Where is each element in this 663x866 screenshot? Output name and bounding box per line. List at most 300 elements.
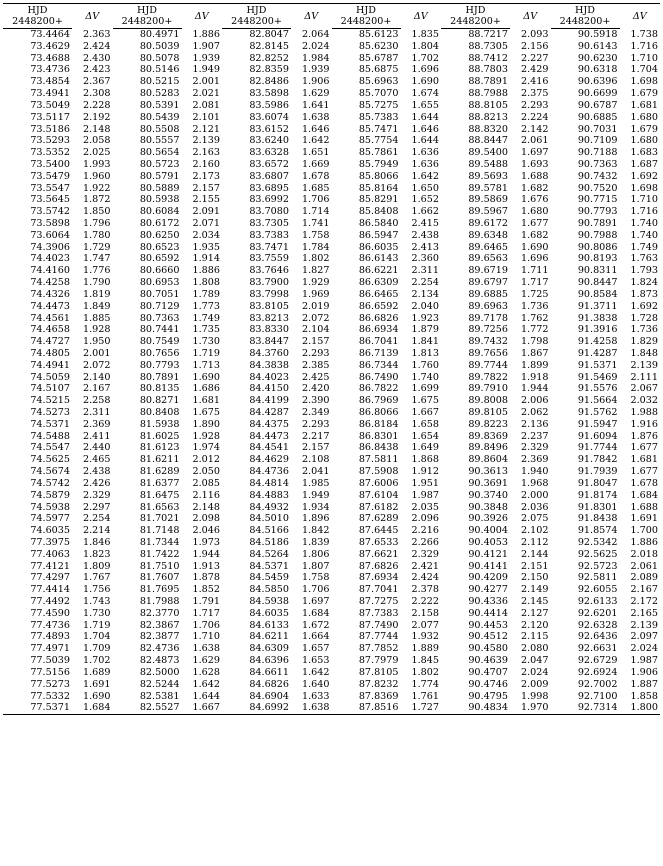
- delta-v-cell: 1.846: [83, 536, 111, 548]
- delta-v-cell: 1.998: [521, 690, 549, 702]
- hjd-cell: 91.5371: [577, 359, 618, 371]
- table-row: [3, 513, 660, 525]
- hjd-cell: 89.5781: [468, 182, 508, 194]
- delta-v-cell: 1.711: [521, 265, 549, 277]
- table-row: [3, 124, 660, 136]
- hjd-cell: 85.6787: [358, 52, 399, 64]
- hjd-cell: 92.6729: [577, 655, 618, 667]
- hjd-offset-header: 2448200+: [3, 16, 72, 29]
- table-row: [3, 265, 660, 277]
- delta-v-cell: 1.680: [521, 206, 549, 218]
- hjd-cell: 74.5547: [30, 442, 70, 454]
- table-row: [3, 502, 660, 514]
- delta-v-cell: 2.081: [192, 99, 220, 111]
- hjd-cell: 80.6172: [139, 218, 180, 229]
- delta-v-header: ΔV: [401, 4, 442, 29]
- hjd-cell: 92.5811: [577, 572, 618, 584]
- delta-v-cell: 1.756: [83, 584, 111, 596]
- delta-v-cell: 1.907: [192, 40, 220, 52]
- table-row: [3, 407, 660, 419]
- hjd-cell: 84.5850: [249, 584, 289, 596]
- hjd-cell: 90.4453: [468, 619, 508, 631]
- hjd-cell: 90.8193: [577, 253, 618, 265]
- hjd-cell: 83.6328: [249, 147, 289, 159]
- hjd-cell: 85.7383: [358, 111, 399, 123]
- delta-v-cell: 1.842: [302, 525, 330, 537]
- hjd-cell: 90.3691: [468, 477, 508, 489]
- delta-v-cell: 2.102: [521, 525, 549, 537]
- delta-v-cell: 1.685: [302, 182, 330, 194]
- delta-v-cell: 1.973: [192, 536, 220, 548]
- delta-v-cell: 2.217: [302, 430, 330, 442]
- delta-v-cell: 2.021: [192, 88, 220, 100]
- hjd-cell: 89.8105: [468, 407, 508, 418]
- hjd-cell: 81.5938: [139, 418, 180, 430]
- delta-v-cell: 1.677: [630, 442, 658, 454]
- delta-v-cell: 1.717: [192, 607, 220, 619]
- hjd-cell: 84.4199: [249, 395, 289, 407]
- delta-v-cell: 2.096: [411, 513, 439, 525]
- delta-v-cell: 2.413: [411, 241, 439, 253]
- delta-v-cell: 1.796: [83, 218, 111, 229]
- hjd-cell: 87.6445: [358, 525, 399, 537]
- delta-v-cell: 2.367: [83, 76, 111, 88]
- hjd-cell: 73.5400: [30, 158, 70, 170]
- hjd-cell: 90.7520: [577, 182, 618, 194]
- hjd-cell: 83.8105: [249, 300, 289, 312]
- delta-v-cell: 2.228: [83, 99, 111, 111]
- delta-v-cell: 1.743: [83, 596, 111, 607]
- delta-v-cell: 1.845: [411, 655, 439, 667]
- delta-v-cell: 1.918: [521, 371, 549, 383]
- table-row: [3, 194, 660, 206]
- hjd-cell: 81.7344: [139, 536, 180, 548]
- hjd-cell: 91.5664: [577, 395, 618, 407]
- hjd-cell: 91.3711: [577, 300, 618, 312]
- hjd-cell: 83.7646: [249, 265, 289, 277]
- hjd-cell: 83.7471: [249, 241, 289, 253]
- table-row: [3, 218, 660, 230]
- hjd-cell: 90.6885: [577, 111, 618, 123]
- hjd-cell: 89.7256: [468, 324, 508, 336]
- hjd-cell: 80.7363: [139, 312, 180, 324]
- delta-v-cell: 1.649: [411, 442, 439, 454]
- delta-v-cell: 1.686: [192, 383, 220, 395]
- table-row: [3, 242, 660, 254]
- delta-v-cell: 2.440: [83, 442, 111, 454]
- delta-v-cell: 1.886: [192, 265, 220, 277]
- delta-v-cell: 2.000: [521, 489, 549, 501]
- hjd-cell: 90.3740: [468, 489, 508, 501]
- delta-v-cell: 2.058: [83, 135, 111, 147]
- delta-v-cell: 2.148: [83, 123, 111, 135]
- hjd-cell: 88.8447: [468, 135, 508, 147]
- delta-v-cell: 1.651: [302, 147, 330, 159]
- table-row: [3, 88, 660, 100]
- delta-v-cell: 1.867: [521, 347, 549, 359]
- delta-v-cell: 1.696: [411, 64, 439, 76]
- delta-v-cell: 1.682: [521, 182, 549, 194]
- delta-v-cell: 1.950: [83, 336, 111, 348]
- table-row: [3, 442, 660, 454]
- table-row: [3, 64, 660, 76]
- table-row: [3, 691, 660, 703]
- delta-v-cell: 2.012: [192, 454, 220, 466]
- hjd-cell: 90.7188: [577, 147, 618, 159]
- delta-v-cell: 1.638: [192, 643, 220, 655]
- hjd-cell: 80.6523: [139, 241, 180, 253]
- delta-v-cell: 1.691: [630, 513, 658, 525]
- hjd-cell: 83.6074: [249, 111, 289, 123]
- hjd-cell: 90.4512: [468, 631, 508, 643]
- hjd-cell: 81.6211: [139, 454, 180, 466]
- table-header: [3, 4, 660, 29]
- hjd-cell: 85.6123: [358, 29, 399, 40]
- hjd-cell: 84.4814: [249, 477, 289, 489]
- hjd-cell: 89.6963: [468, 300, 508, 312]
- delta-v-cell: 2.121: [192, 123, 220, 135]
- delta-v-cell: 2.112: [521, 536, 549, 548]
- table-row: [3, 183, 660, 195]
- delta-v-cell: 2.071: [192, 218, 220, 229]
- delta-v-cell: 2.224: [521, 111, 549, 123]
- hjd-cell: 82.5000: [139, 666, 180, 678]
- hjd-cell: 81.6475: [139, 489, 180, 501]
- delta-v-cell: 1.939: [192, 52, 220, 64]
- delta-v-cell: 2.098: [192, 513, 220, 525]
- delta-v-cell: 1.664: [302, 631, 330, 643]
- delta-v-cell: 2.308: [83, 88, 111, 100]
- hjd-cell: 87.6289: [358, 513, 399, 525]
- delta-v-cell: 1.681: [630, 454, 658, 466]
- hjd-cell: 82.3770: [139, 607, 180, 619]
- hjd-cell: 92.6631: [577, 643, 618, 655]
- delta-v-cell: 1.699: [411, 383, 439, 395]
- hjd-cell: 81.7148: [139, 525, 180, 537]
- delta-v-cell: 2.104: [302, 324, 330, 336]
- delta-v-cell: 1.850: [83, 206, 111, 218]
- delta-v-cell: 1.680: [630, 111, 658, 123]
- delta-v-cell: 2.139: [630, 359, 658, 371]
- delta-v-cell: 1.823: [83, 548, 111, 560]
- delta-v-cell: 1.717: [521, 277, 549, 289]
- delta-v-cell: 1.928: [83, 324, 111, 336]
- hjd-cell: 88.7217: [468, 29, 508, 40]
- hjd-cell: 74.4160: [30, 265, 70, 277]
- hjd-cell: 83.6992: [249, 194, 289, 206]
- hjd-cell: 91.8047: [577, 477, 618, 489]
- hjd-cell: 80.6660: [139, 265, 180, 277]
- delta-v-cell: 2.009: [521, 678, 549, 690]
- hjd-cell: 74.5977: [30, 513, 70, 525]
- delta-v-cell: 1.763: [630, 253, 658, 265]
- delta-v-cell: 2.061: [521, 135, 549, 147]
- hjd-offset-header: 2448200+: [222, 16, 291, 29]
- hjd-cell: 80.5723: [139, 158, 180, 170]
- delta-v-cell: 1.928: [192, 430, 220, 442]
- hjd-cell: 80.8408: [139, 407, 180, 418]
- hjd-cell: 80.6953: [139, 277, 180, 289]
- delta-v-cell: 1.789: [192, 288, 220, 300]
- delta-v-cell: 1.886: [630, 536, 658, 548]
- hjd-cell: 85.7949: [358, 158, 399, 170]
- hjd-offset-header: 2448200+: [551, 16, 620, 29]
- table-row: [3, 466, 660, 478]
- hjd-cell: 85.6963: [358, 76, 399, 88]
- hjd-cell: 81.7607: [139, 572, 180, 584]
- delta-v-cell: 1.697: [521, 147, 549, 159]
- delta-v-cell: 2.072: [83, 359, 111, 371]
- hjd-cell: 85.7754: [358, 135, 399, 147]
- hjd-cell: 73.5293: [30, 135, 70, 147]
- hjd-cell: 84.4375: [249, 418, 289, 430]
- delta-v-cell: 2.091: [192, 206, 220, 218]
- delta-v-cell: 2.061: [630, 560, 658, 572]
- hjd-cell: 83.6240: [249, 135, 289, 147]
- hjd-cell: 90.7031: [577, 123, 618, 135]
- hjd-cell: 90.8086: [577, 241, 618, 253]
- hjd-cell: 84.4932: [249, 501, 289, 513]
- hjd-offset-header: 2448200+: [332, 16, 401, 29]
- hjd-cell: 74.4805: [30, 347, 70, 359]
- hjd-cell: 84.4287: [249, 407, 289, 418]
- delta-v-cell: 2.429: [521, 64, 549, 76]
- hjd-cell: 86.8438: [358, 442, 399, 454]
- delta-v-cell: 1.714: [302, 206, 330, 218]
- delta-v-cell: 2.424: [411, 572, 439, 584]
- delta-v-cell: 2.097: [630, 631, 658, 643]
- hjd-cell: 89.8223: [468, 418, 508, 430]
- hjd-cell: 83.8447: [249, 336, 289, 348]
- hjd-cell: 86.5947: [358, 229, 399, 241]
- hjd-cell: 89.7178: [468, 312, 508, 324]
- delta-v-cell: 2.080: [521, 643, 549, 655]
- table-row: [3, 253, 660, 265]
- hjd-cell: 86.7490: [358, 371, 399, 383]
- delta-v-cell: 1.689: [83, 666, 111, 678]
- hjd-cell: 74.5674: [30, 466, 70, 478]
- hjd-cell: 91.5947: [577, 418, 618, 430]
- table-row: [3, 383, 660, 395]
- hjd-cell: 90.6699: [577, 88, 618, 100]
- hjd-cell: 80.8135: [139, 383, 180, 395]
- hjd-cell: 83.8213: [249, 312, 289, 324]
- delta-v-cell: 2.416: [521, 76, 549, 88]
- hjd-cell: 88.7305: [468, 40, 508, 52]
- table-body: [3, 29, 660, 715]
- delta-v-cell: 1.887: [630, 678, 658, 690]
- hjd-cell: 73.4736: [30, 64, 70, 76]
- delta-v-cell: 1.710: [630, 194, 658, 206]
- hjd-cell: 77.4492: [30, 596, 70, 607]
- delta-v-cell: 1.984: [302, 52, 330, 64]
- hjd-cell: 73.5352: [30, 147, 70, 159]
- hjd-cell: 89.8369: [468, 430, 508, 442]
- hjd-cell: 90.4336: [468, 596, 508, 607]
- hjd-cell: 77.4590: [30, 607, 70, 619]
- hjd-cell: 77.4121: [30, 560, 70, 572]
- hjd-cell: 91.8438: [577, 513, 618, 525]
- delta-v-cell: 1.719: [192, 347, 220, 359]
- delta-v-cell: 2.035: [411, 501, 439, 513]
- hjd-cell: 89.6348: [468, 229, 508, 241]
- delta-v-cell: 1.667: [411, 407, 439, 418]
- hjd-cell: 86.8184: [358, 418, 399, 430]
- hjd-cell: 80.5791: [139, 170, 180, 182]
- delta-v-cell: 1.669: [302, 158, 330, 170]
- delta-v-cell: 1.899: [521, 359, 549, 371]
- delta-v-cell: 1.702: [83, 655, 111, 667]
- delta-v-cell: 2.438: [83, 466, 111, 478]
- delta-v-cell: 1.642: [192, 678, 220, 690]
- table-row: [3, 324, 660, 336]
- hjd-cell: 86.6309: [358, 277, 399, 289]
- hjd-cell: 85.7861: [358, 147, 399, 159]
- hjd-cell: 74.5273: [30, 407, 70, 418]
- hjd-cell: 86.6826: [358, 312, 399, 324]
- delta-v-cell: 1.740: [630, 218, 658, 229]
- hjd-cell: 84.6992: [222, 702, 291, 714]
- delta-v-cell: 1.988: [630, 407, 658, 418]
- delta-v-cell: 1.761: [411, 690, 439, 702]
- delta-v-cell: 2.111: [630, 371, 658, 383]
- hjd-cell: 80.7656: [139, 347, 180, 359]
- delta-v-cell: 1.644: [411, 135, 439, 147]
- delta-v-header: ΔV: [620, 4, 661, 29]
- hjd-cell: 77.5332: [30, 690, 70, 702]
- delta-v-cell: 1.791: [192, 596, 220, 607]
- hjd-cell: 87.7275: [358, 596, 399, 607]
- delta-v-cell: 2.214: [83, 525, 111, 537]
- table-row: [3, 561, 660, 573]
- delta-v-cell: 2.072: [302, 312, 330, 324]
- hjd-cell: 82.8047: [249, 29, 289, 40]
- hjd-cell: 83.7080: [249, 206, 289, 218]
- hjd-cell: 91.5576: [577, 383, 618, 395]
- delta-v-cell: 1.806: [302, 548, 330, 560]
- delta-v-cell: 2.360: [411, 253, 439, 265]
- hjd-cell: 84.5938: [249, 596, 289, 607]
- hjd-cell: 81.6377: [139, 477, 180, 489]
- hjd-cell: 84.6133: [249, 619, 289, 631]
- delta-v-cell: 1.638: [291, 702, 332, 714]
- hjd-cell: 86.7041: [358, 336, 399, 348]
- delta-v-cell: 2.465: [83, 454, 111, 466]
- table-row: [3, 702, 660, 714]
- hjd-cell: 91.8301: [577, 501, 618, 513]
- hjd-cell: 87.7041: [358, 584, 399, 596]
- delta-v-cell: 1.873: [630, 288, 658, 300]
- delta-v-cell: 1.914: [192, 253, 220, 265]
- hjd-cell: 82.5381: [139, 690, 180, 702]
- delta-v-cell: 2.139: [630, 619, 658, 631]
- delta-v-cell: 1.987: [411, 489, 439, 501]
- delta-v-cell: 1.923: [411, 312, 439, 324]
- delta-v-cell: 2.024: [630, 643, 658, 655]
- hjd-cell: 86.8066: [358, 407, 399, 418]
- delta-v-cell: 1.727: [401, 702, 442, 714]
- delta-v-cell: 1.679: [630, 88, 658, 100]
- hjd-cell: 84.5371: [249, 560, 289, 572]
- delta-v-cell: 1.970: [510, 702, 551, 714]
- hjd-cell: 88.7988: [468, 88, 508, 100]
- delta-v-cell: 2.430: [83, 52, 111, 64]
- hjd-cell: 84.6211: [249, 631, 289, 643]
- delta-v-cell: 2.034: [192, 229, 220, 241]
- hjd-cell: 74.6035: [30, 525, 70, 537]
- delta-v-cell: 1.704: [630, 64, 658, 76]
- delta-v-cell: 1.646: [411, 123, 439, 135]
- hjd-cell: 89.6719: [468, 265, 508, 277]
- delta-v-cell: 2.369: [521, 454, 549, 466]
- table-row: [3, 41, 660, 53]
- hjd-header: HJD: [332, 4, 401, 17]
- hjd-cell: 80.7549: [139, 336, 180, 348]
- delta-v-cell: 2.385: [302, 359, 330, 371]
- delta-v-header: ΔV: [510, 4, 551, 29]
- hjd-cell: 73.5898: [30, 218, 70, 229]
- table-row: [3, 478, 660, 490]
- delta-v-cell: 2.050: [192, 466, 220, 478]
- hjd-cell: 90.7988: [577, 229, 618, 241]
- hjd-cell: 74.5059: [30, 371, 70, 383]
- delta-v-cell: 2.062: [521, 407, 549, 418]
- hjd-cell: 80.5654: [139, 147, 180, 159]
- delta-v-cell: 1.684: [302, 607, 330, 619]
- delta-v-cell: 2.167: [83, 383, 111, 395]
- delta-v-cell: 1.674: [411, 88, 439, 100]
- hjd-cell: 89.5488: [468, 158, 508, 170]
- hjd-cell: 74.3906: [30, 241, 70, 253]
- delta-v-cell: 2.160: [192, 158, 220, 170]
- delta-v-cell: 1.735: [192, 324, 220, 336]
- delta-v-cell: 2.167: [630, 584, 658, 596]
- hjd-cell: 73.5186: [30, 123, 70, 135]
- hjd-cell: 74.5625: [30, 454, 70, 466]
- delta-v-cell: 1.974: [192, 442, 220, 454]
- hjd-cell: 92.7314: [551, 702, 620, 714]
- delta-v-cell: 1.780: [83, 229, 111, 241]
- hjd-cell: 83.7305: [249, 218, 289, 229]
- delta-v-cell: 2.064: [302, 28, 330, 40]
- delta-v-cell: 1.773: [192, 300, 220, 312]
- hjd-cell: 80.5215: [139, 76, 180, 88]
- delta-v-cell: 1.680: [630, 135, 658, 147]
- hjd-cell: 74.4561: [30, 312, 70, 324]
- delta-v-cell: 1.749: [630, 241, 658, 253]
- hjd-cell: 90.6396: [577, 76, 618, 88]
- hjd-cell: 73.5547: [30, 182, 70, 194]
- hjd-cell: 88.7891: [468, 76, 508, 88]
- hjd-cell: 83.7383: [249, 229, 289, 241]
- hjd-cell: 90.3926: [468, 513, 508, 525]
- delta-v-header: ΔV: [291, 4, 332, 29]
- hjd-cell: 81.6563: [139, 501, 180, 513]
- hjd-cell: 90.4795: [468, 690, 508, 702]
- delta-v-cell: 2.293: [521, 99, 549, 111]
- table-row: [3, 549, 660, 561]
- delta-v-cell: 2.438: [411, 229, 439, 241]
- hjd-cell: 74.5215: [30, 395, 70, 407]
- delta-v-cell: 1.658: [411, 418, 439, 430]
- hjd-cell: 90.4004: [468, 525, 508, 537]
- hjd-cell: 86.6592: [358, 300, 399, 312]
- hjd-cell: 73.4464: [30, 29, 70, 40]
- delta-v-cell: 1.858: [630, 690, 658, 702]
- delta-v-cell: 2.024: [302, 40, 330, 52]
- delta-v-cell: 1.932: [411, 631, 439, 643]
- hjd-cell: 90.6230: [577, 52, 618, 64]
